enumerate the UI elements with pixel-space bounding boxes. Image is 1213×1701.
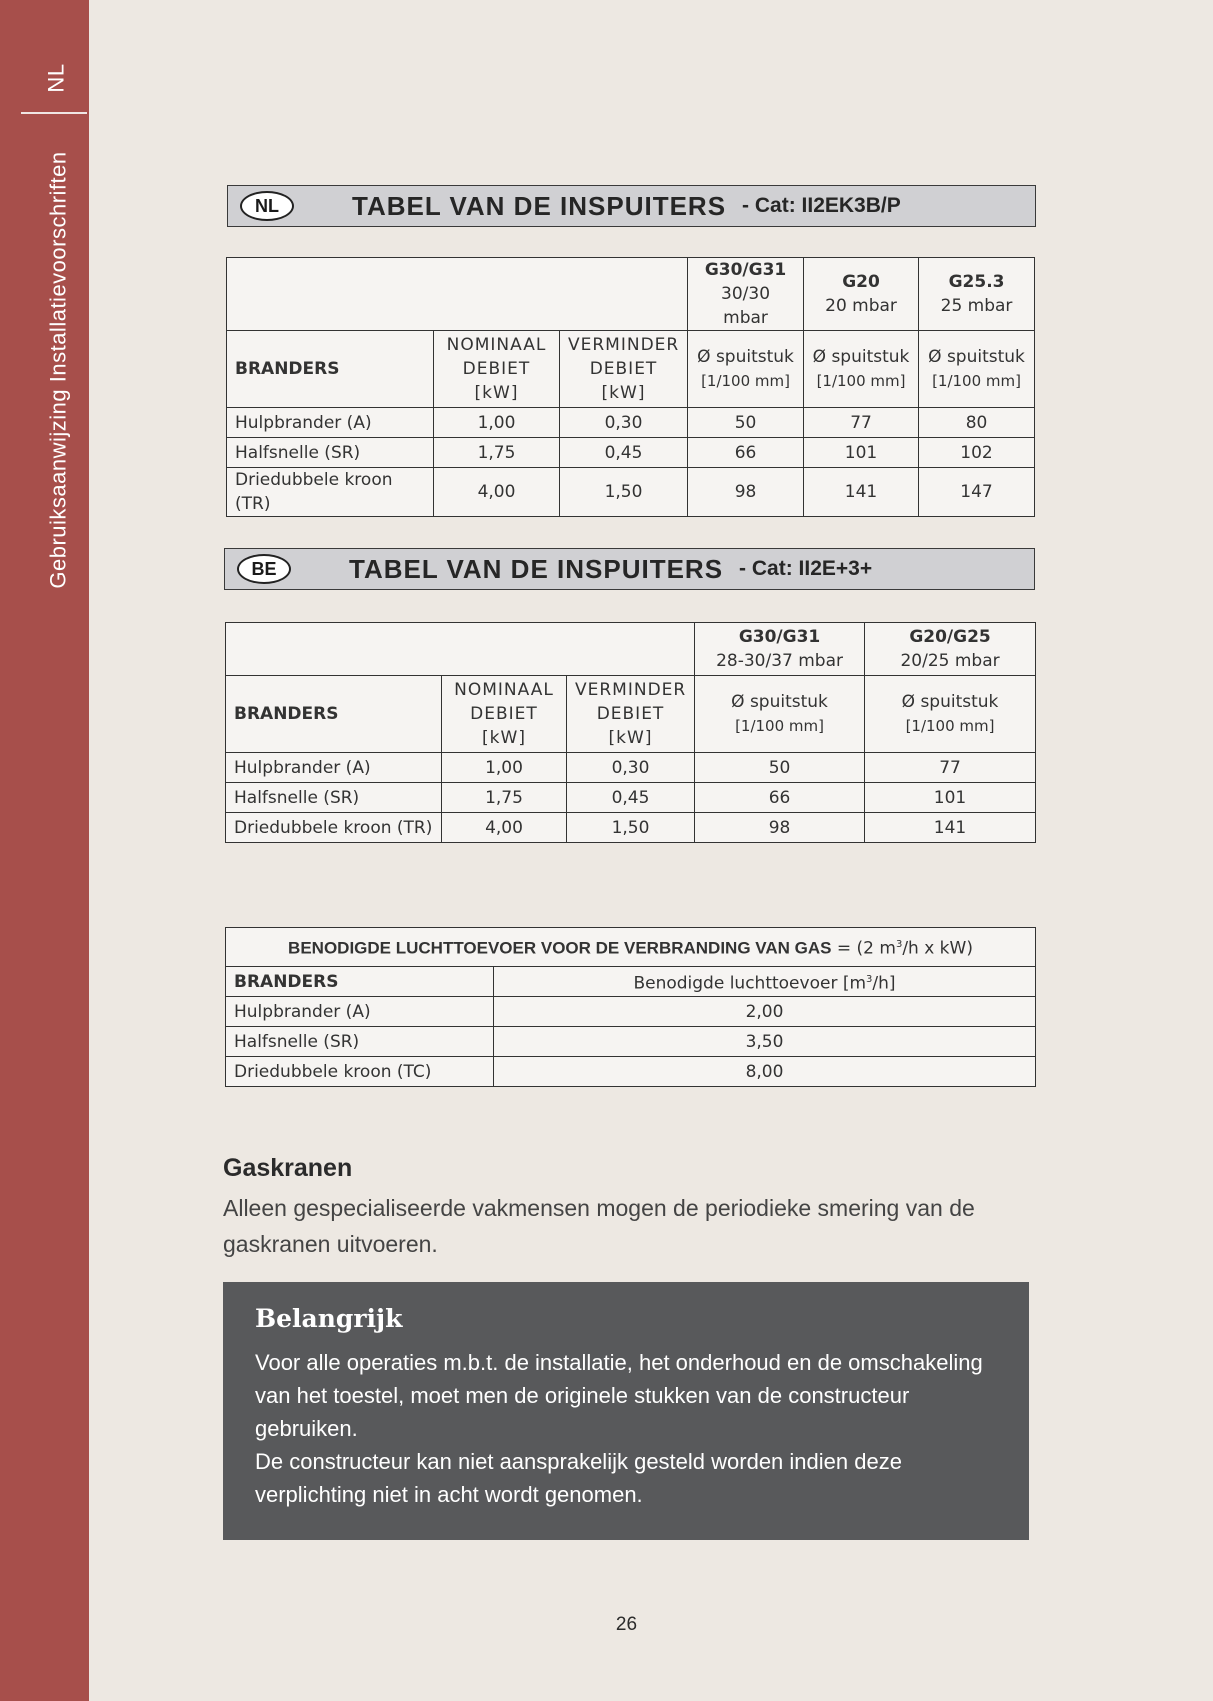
nozzle-label: Ø spuitstuk	[731, 692, 828, 712]
empty-header-cell	[227, 258, 688, 331]
nominaal-header	[442, 676, 567, 753]
nozzle-label: Ø spuitstuk	[697, 347, 794, 367]
reduced-value: 0,45	[567, 783, 695, 813]
table-row	[227, 408, 1035, 438]
verminder-header	[567, 676, 695, 753]
nozzle-value: 101	[804, 438, 919, 468]
nl-injector-table	[226, 257, 1035, 517]
be-injector-table	[225, 622, 1036, 843]
reduced-value: 1,50	[567, 813, 695, 843]
air-value-header	[494, 967, 1036, 997]
air-supply-table	[225, 927, 1036, 1087]
table-row	[226, 1057, 1036, 1087]
header-line: [kW]	[601, 383, 646, 403]
table-row	[226, 1027, 1036, 1057]
gas-pressure: 20 mbar	[825, 296, 897, 316]
important-line-1: Voor alle operaties m.b.t. de installatie, het onderhoud en de omschakeling van het toestel, moet men de originele stukken van de constructeur gebruiken.	[255, 1350, 983, 1441]
air-header-text: Benodigde luchttoevoer [m	[633, 973, 867, 994]
important-text	[255, 1346, 995, 1511]
nominaal-header	[434, 331, 560, 408]
nominal-value: 4,00	[434, 468, 560, 517]
be-table-banner	[224, 548, 1035, 590]
air-header-end: /h]	[872, 973, 896, 994]
nozzle-value: 77	[804, 408, 919, 438]
burner-name: Halfsnelle (SR)	[226, 1027, 494, 1057]
gas-header-cell	[695, 623, 865, 676]
table-row	[226, 753, 1036, 783]
nozzle-value: 147	[919, 468, 1035, 517]
nozzle-header	[865, 676, 1036, 753]
burner-name: Halfsnelle (SR)	[226, 783, 442, 813]
sidebar-title-label: Gebruiksaanwijzing Installatievoorschriften	[45, 151, 71, 589]
gas-pressure: 28-30/37 mbar	[716, 651, 843, 671]
table-row	[227, 438, 1035, 468]
nozzle-header	[804, 331, 919, 408]
page-number: 26	[615, 1614, 638, 1635]
air-table-title-row	[226, 928, 1036, 967]
nozzle-value: 50	[688, 408, 804, 438]
gas-name: G20	[842, 272, 880, 292]
nozzle-value: 98	[688, 468, 804, 517]
nozzle-value: 77	[865, 753, 1036, 783]
nozzle-value: 66	[688, 438, 804, 468]
empty-header-cell	[226, 623, 695, 676]
branders-header: BRANDERS	[227, 331, 434, 408]
air-table-title	[226, 928, 1036, 967]
nozzle-unit: [1/100 mm]	[735, 717, 824, 735]
nozzle-unit: [1/100 mm]	[905, 717, 995, 735]
sidebar	[0, 0, 89, 1701]
branders-header: BRANDERS	[226, 676, 442, 753]
be-badge: BE	[237, 554, 291, 584]
sidebar-language	[0, 60, 89, 96]
table-row	[227, 468, 1035, 517]
be-table-title: TABEL VAN DE INSPUITERS	[349, 553, 724, 584]
nozzle-value: 102	[919, 438, 1035, 468]
air-value: 3,50	[494, 1027, 1036, 1057]
header-line: DEBIET	[462, 359, 531, 379]
sidebar-title	[0, 130, 89, 610]
header-line: [kW]	[474, 383, 519, 403]
important-notice	[223, 1282, 1029, 1540]
nominal-value: 1,75	[434, 438, 560, 468]
gas-name: G30/G31	[738, 627, 821, 647]
nominal-value: 1,75	[442, 783, 567, 813]
reduced-value: 0,45	[560, 438, 688, 468]
nozzle-unit: [1/100 mm]	[816, 372, 906, 390]
header-line: DEBIET	[589, 359, 658, 379]
nominal-value: 1,00	[442, 753, 567, 783]
nozzle-unit: [1/100 mm]	[701, 372, 790, 390]
nozzle-label: Ø spuitstuk	[928, 347, 1025, 367]
nl-table-category: - Cat: II2EK3B/P	[742, 194, 901, 217]
burner-name: Hulpbrander (A)	[226, 997, 494, 1027]
header-line: DEBIET	[596, 704, 665, 724]
nominal-value: 1,00	[434, 408, 560, 438]
header-line: VERMINDER	[575, 680, 687, 700]
reduced-value: 1,50	[560, 468, 688, 517]
important-line-2: De constructeur kan niet aansprakelijk gesteld worden indien deze verplichting niet in acht wordt genomen.	[255, 1449, 902, 1507]
nozzle-value: 50	[695, 753, 865, 783]
header-line: NOMINAAL	[454, 680, 554, 700]
nozzle-header	[695, 676, 865, 753]
table-header-row	[226, 623, 1036, 676]
air-title-formula-end: /h x kW)	[902, 938, 973, 959]
gas-header-cell	[804, 258, 919, 331]
burner-name: Halfsnelle (SR)	[227, 438, 434, 468]
gas-pressure: 25 mbar	[940, 296, 1013, 316]
nozzle-value: 98	[695, 813, 865, 843]
table-subheader-row	[227, 331, 1035, 408]
nozzle-label: Ø spuitstuk	[901, 692, 999, 712]
table-row	[226, 997, 1036, 1027]
table-header-row	[227, 258, 1035, 331]
verminder-header	[560, 331, 688, 408]
burner-name: Hulpbrander (A)	[227, 408, 434, 438]
reduced-value: 0,30	[560, 408, 688, 438]
table-subheader-row	[226, 676, 1036, 753]
burner-name: Hulpbrander (A)	[226, 753, 442, 783]
gas-name: G20/G25	[909, 627, 991, 647]
air-title-sup: 3	[895, 939, 903, 951]
gaskranen-text: Alleen gespecialiseerde vakmensen mogen de periodieke smering van de gaskranen uitvoeren.	[223, 1195, 975, 1257]
nozzle-value: 66	[695, 783, 865, 813]
gas-name: G25.3	[948, 272, 1005, 292]
burner-name: Driedubbele kroon (TR)	[227, 468, 434, 517]
nl-badge: NL	[240, 191, 294, 221]
header-line: DEBIET	[470, 704, 538, 724]
gaskranen-heading: Gaskranen	[223, 1154, 353, 1182]
header-line: VERMINDER	[568, 335, 680, 355]
nozzle-value: 101	[865, 783, 1036, 813]
air-title-formula: = (2 m	[836, 938, 896, 959]
table-row	[226, 813, 1036, 843]
be-table-category: - Cat: II2E+3+	[739, 557, 873, 580]
burner-name: Driedubbele kroon (TR)	[226, 813, 442, 843]
gas-header-cell	[688, 258, 804, 331]
nozzle-value: 141	[865, 813, 1036, 843]
important-title: Belangrijk	[255, 1304, 403, 1333]
gas-pressure: 30/30 mbar	[721, 284, 771, 328]
reduced-value: 0,30	[567, 753, 695, 783]
nozzle-value: 80	[919, 408, 1035, 438]
sidebar-language-label: NL	[43, 63, 69, 93]
gas-header-cell	[919, 258, 1035, 331]
air-header-sup: 3	[866, 973, 873, 985]
nl-table-banner	[227, 185, 1036, 227]
nozzle-value: 141	[804, 468, 919, 517]
gas-header-cell	[865, 623, 1036, 676]
header-line: NOMINAAL	[446, 335, 547, 355]
gas-name: G30/G31	[704, 260, 787, 280]
air-value: 8,00	[494, 1057, 1036, 1087]
air-table-header-row	[226, 967, 1036, 997]
nominal-value: 4,00	[442, 813, 567, 843]
nozzle-header	[688, 331, 804, 408]
air-value: 2,00	[494, 997, 1036, 1027]
burner-name: Driedubbele kroon (TC)	[226, 1057, 494, 1087]
nozzle-unit: [1/100 mm]	[932, 372, 1021, 390]
table-row	[226, 783, 1036, 813]
header-line: [kW]	[482, 728, 526, 748]
header-line: [kW]	[608, 728, 653, 748]
nozzle-label: Ø spuitstuk	[812, 347, 910, 367]
gas-pressure: 20/25 mbar	[900, 651, 1000, 671]
air-title-bold: BENODIGDE LUCHTTOEVOER VOOR DE VERBRANDING VAN GAS	[288, 938, 832, 958]
sidebar-divider	[21, 112, 87, 114]
nozzle-header	[919, 331, 1035, 408]
nl-table-title: TABEL VAN DE INSPUITERS	[352, 190, 727, 221]
branders-header: BRANDERS	[226, 967, 494, 997]
